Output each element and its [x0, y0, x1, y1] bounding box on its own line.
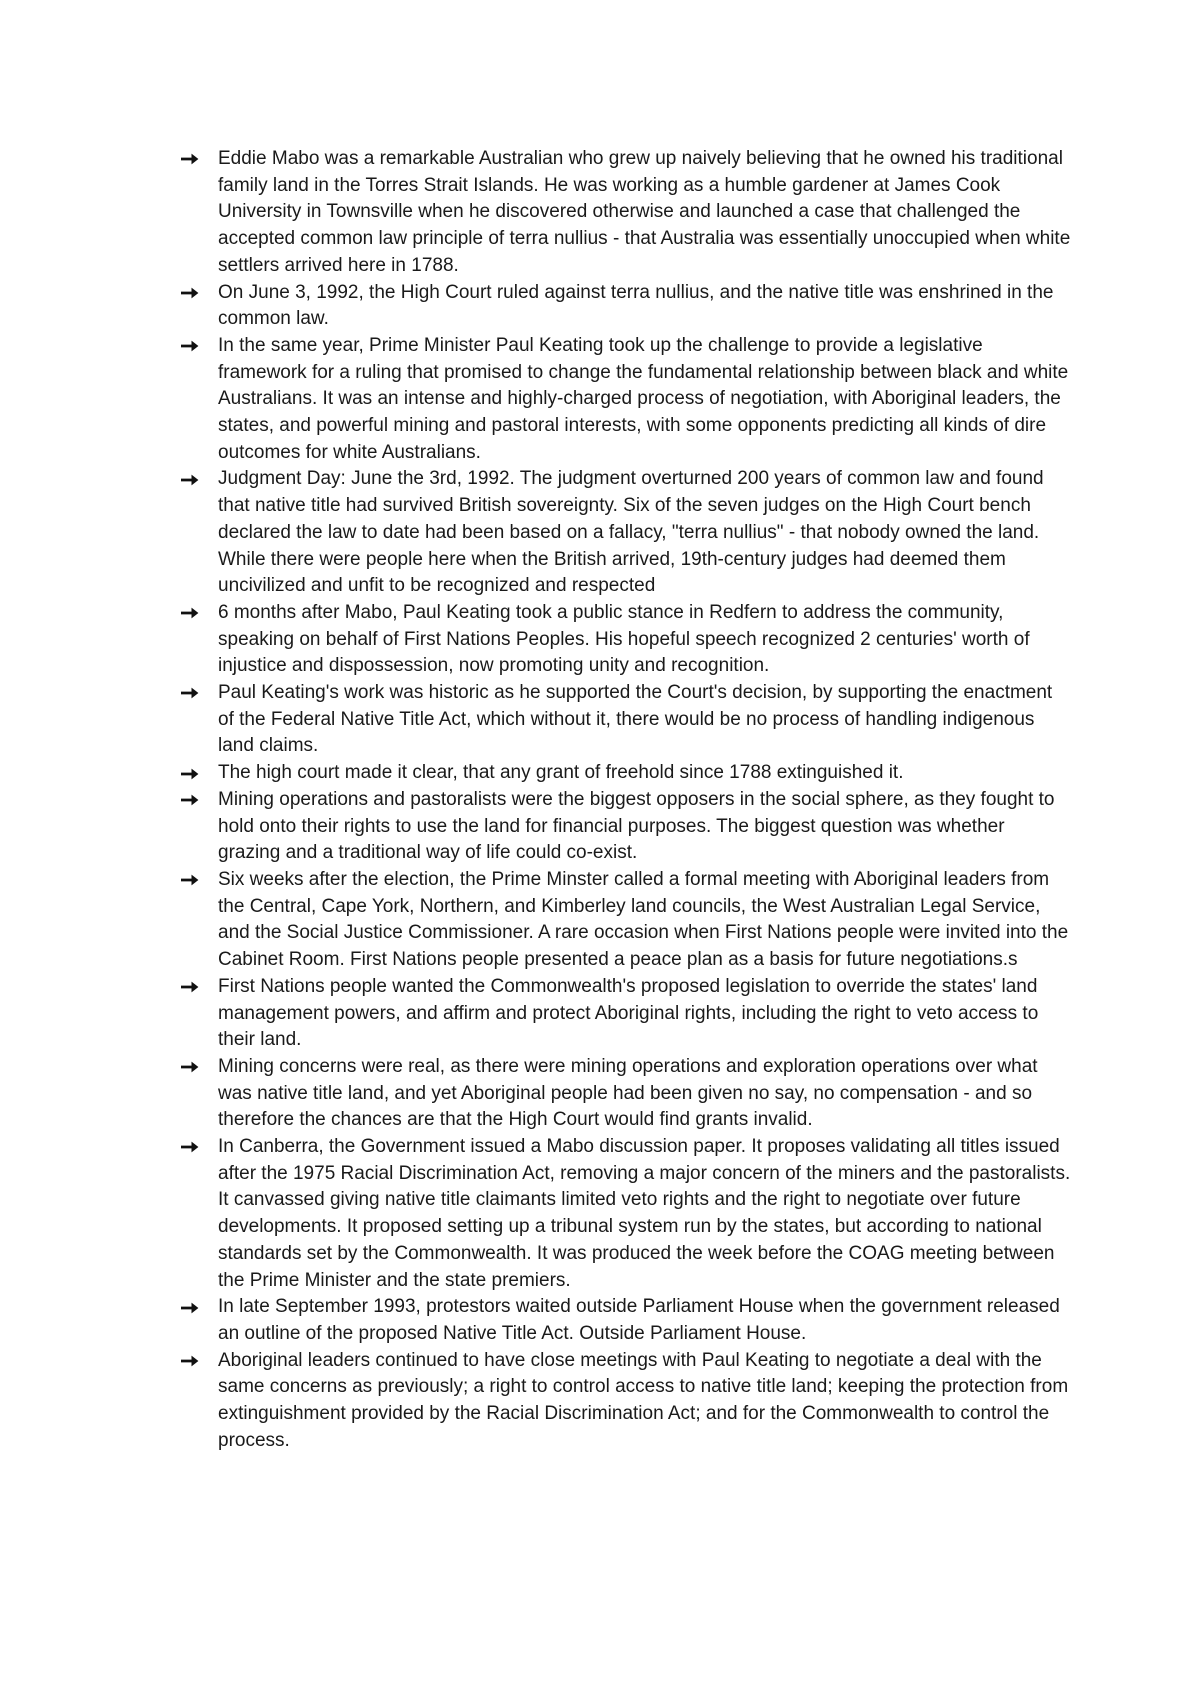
list-item-text: Judgment Day: June the 3rd, 1992. The judgment overturned 200 years of common law and found that native title had survived British sovereignty. Six of the seven judges on the High Court bench declared the law to date had been based on a fallacy, "terra nullius" - that nobody owned the land. While there were people here when the British arrived, 19th-century judges had deemed them uncivilized and unfit to be recognized and respected: [218, 468, 1044, 597]
list-item: [181, 787, 1071, 867]
list-item-text: In the same year, Prime Minister Paul Keating took up the challenge to provide a legislative framework for a ruling that promised to change the fundamental relationship between black and white Australians. It was an intense and highly-charged process of negotiation, with Aboriginal leaders, the states, and powerful mining and pastoral interests, with some opponents predicting all kinds of dire outcomes for white Australians.: [218, 334, 1069, 463]
right-arrow-icon: [181, 787, 201, 814]
list-item-text: In Canberra, the Government issued a Mabo discussion paper. It proposes validating all titles issued after the 1975 Racial Discrimination Act, removing a major concern of the miners and the pastoralists. It canvassed giving native title claimants limited veto rights and the right to negotiate over future developments. It proposed setting up a tribunal system run by the states, but according to national standards set by the Commonwealth. It was produced the week before the COAG meeting between the Prime Minister and the state premiers.: [218, 1136, 1071, 1291]
list-item-text: Mining operations and pastoralists were the biggest opposers in the social sphere, as they fought to hold onto their rights to use the land for financial purposes. The biggest question was whether grazing and a traditional way of life could co-exist.: [218, 788, 1055, 864]
list-item: [181, 146, 1071, 280]
right-arrow-icon: [181, 680, 201, 707]
right-arrow-icon: [181, 1348, 201, 1375]
right-arrow-icon: [181, 1134, 201, 1161]
list-item-text: Mining concerns were real, as there were mining operations and exploration operations over what was native title land, and yet Aboriginal people had been given no say, no compensation - and so therefore the chances are that the High Court would find grants invalid.: [218, 1055, 1038, 1131]
list-item-text: On June 3, 1992, the High Court ruled against terra nullius, and the native title was enshrined in the common law.: [218, 281, 1054, 330]
list-item: [181, 867, 1071, 974]
list-item-text: Aboriginal leaders continued to have close meetings with Paul Keating to negotiate a deal with the same concerns as previously; a right to control access to native title land; keeping the protection from extinguishment provided by the Racial Discrimination Act; and for the Commonwealth to control the process.: [218, 1349, 1069, 1451]
right-arrow-icon: [181, 974, 201, 1001]
right-arrow-icon: [181, 146, 201, 173]
list-item: [181, 680, 1071, 760]
list-item: [181, 466, 1071, 600]
list-item: [181, 974, 1071, 1054]
list-item: [181, 1294, 1071, 1347]
list-item: [181, 760, 1071, 787]
list-item-text: Eddie Mabo was a remarkable Australian who grew up naively believing that he owned his traditional family land in the Torres Strait Islands. He was working as a humble gardener at James Cook University in Townsville when he discovered otherwise and launched a case that challenged the accepted common law principle of terra nullius - that Australia was essentially unoccupied when white settlers arrived here in 1788.: [218, 148, 1071, 276]
list-item-text: Six weeks after the election, the Prime Minster called a formal meeting with Aboriginal leaders from the Central, Cape York, Northern, and Kimberley land councils, the West Australian Legal Service, and the Social Justice Commissioner. A rare occasion when First Nations people were invited into the Cabinet Room. First Nations people presented a peace plan as a basis for future negotiations.s: [218, 868, 1069, 971]
right-arrow-icon: [181, 600, 201, 627]
right-arrow-icon: [181, 333, 201, 360]
list-item-text: 6 months after Mabo, Paul Keating took a public stance in Redfern to address the community, speaking on behalf of First Nations Peoples. His hopeful speech recognized 2 centuries' worth of injustice and dispossession, now promoting unity and recognition.: [218, 601, 1030, 677]
right-arrow-icon: [181, 760, 201, 787]
list-item: [181, 600, 1071, 680]
bullet-list: [181, 146, 1071, 1454]
right-arrow-icon: [181, 1054, 201, 1081]
list-item: [181, 333, 1071, 467]
list-item: [181, 1134, 1071, 1294]
list-item-text: In late September 1993, protestors waited outside Parliament House when the government released an outline of the proposed Native Title Act. Outside Parliament House.: [218, 1296, 1060, 1344]
list-item-text: Paul Keating's work was historic as he supported the Court's decision, by supporting the enactment of the Federal Native Title Act, which without it, there would be no process of handling indigenous land claims.: [218, 682, 1053, 757]
right-arrow-icon: [181, 1294, 201, 1321]
list-item: [181, 1348, 1071, 1455]
right-arrow-icon: [181, 280, 201, 307]
right-arrow-icon: [181, 466, 201, 493]
list-item-text: The high court made it clear, that any grant of freehold since 1788 extinguished it.: [218, 762, 904, 784]
list-item: [181, 1054, 1071, 1134]
list-item-text: First Nations people wanted the Commonwealth's proposed legislation to override the states' land management powers, and affirm and protect Aboriginal rights, including the right to veto access to their land.: [218, 975, 1039, 1051]
right-arrow-icon: [181, 867, 201, 894]
list-item: [181, 280, 1071, 333]
